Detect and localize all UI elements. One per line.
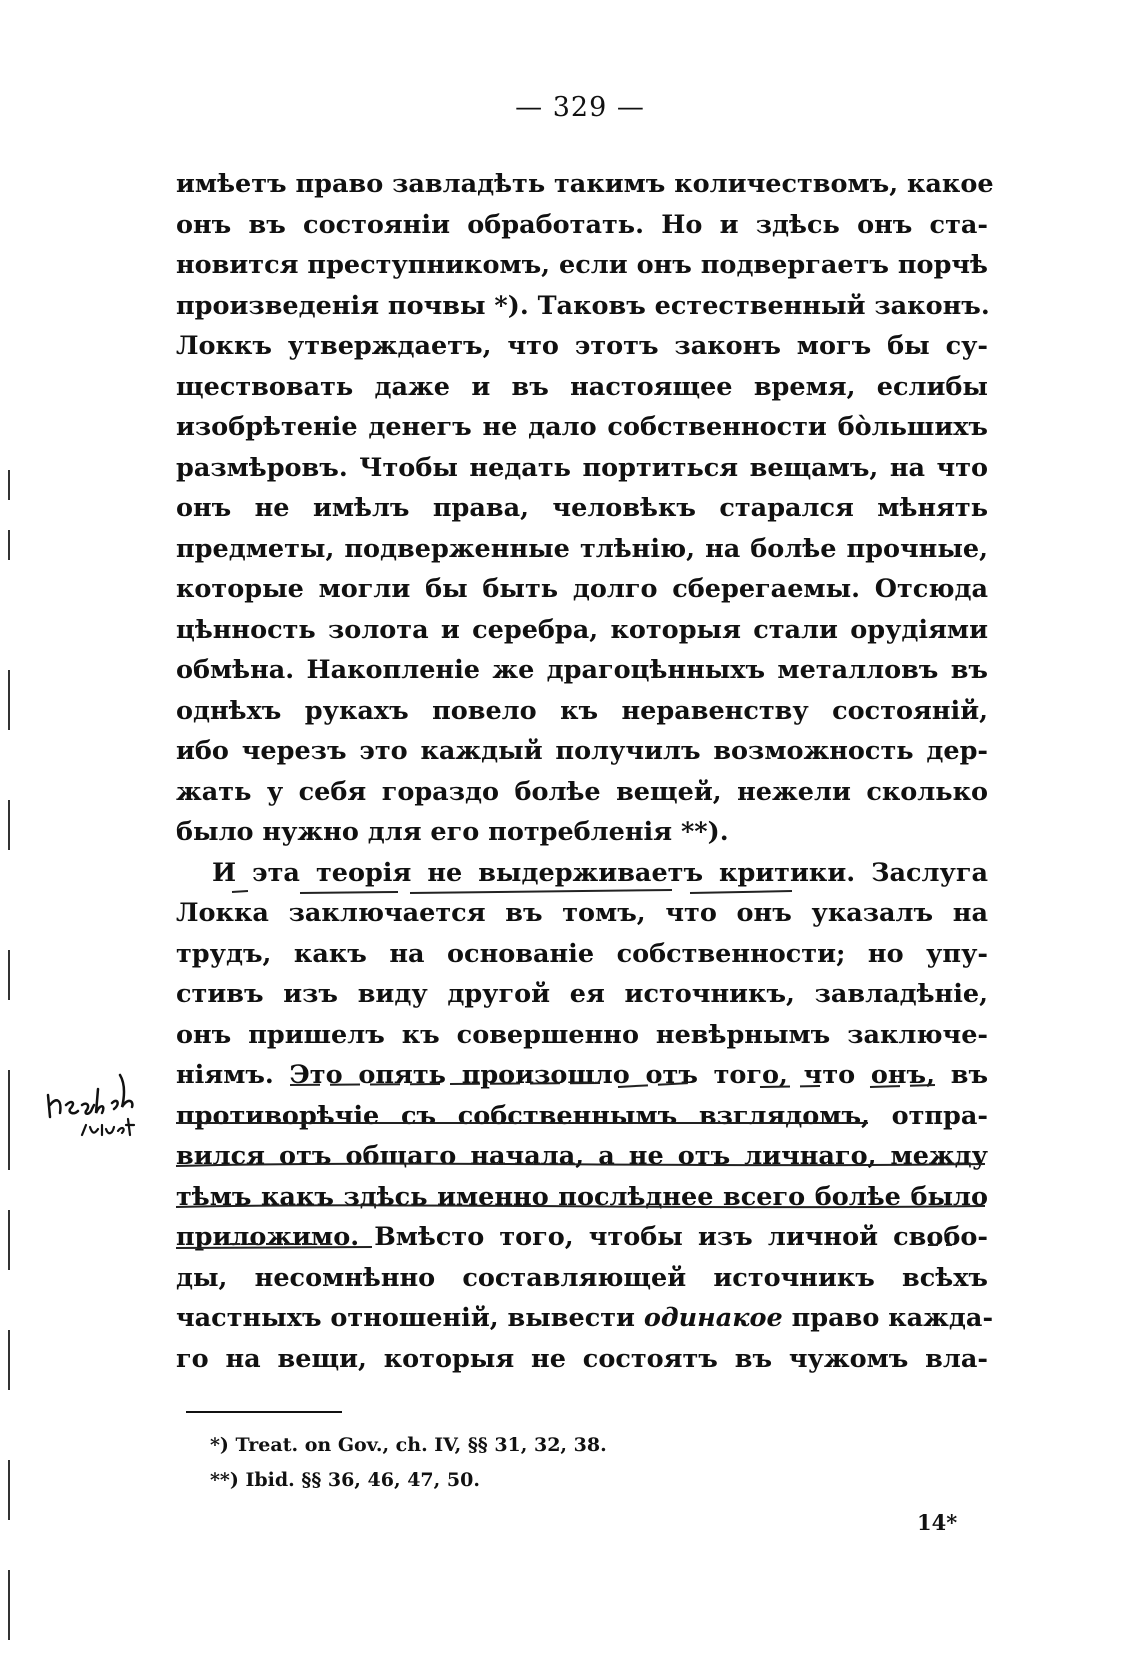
text-line: произведенія почвы *). Таковъ естественный законъ.: [176, 290, 990, 321]
text-line: ды, несомнѣнно составляющей источникъ всѣхъ: [176, 1262, 988, 1293]
text-line: изобрѣтеніе денегъ не дало собственности бо̀льшихъ: [176, 412, 988, 442]
text-line: новится преступникомъ, если онъ подвергаетъ порчѣ: [176, 250, 988, 280]
text-line: Локка заключается въ томъ, что онъ указалъ на: [176, 898, 988, 928]
text-segment: право кажда-: [782, 1303, 994, 1333]
text-line: ніямъ. Это опять произошло отъ того, что онъ, въ: [176, 1060, 988, 1090]
page-number: — 329 —: [515, 92, 645, 123]
text-line: И эта теорія не выдерживаетъ критики. Заслуга: [212, 857, 988, 888]
text-line: имѣетъ право завладѣть такимъ количествомъ, какое: [176, 169, 994, 199]
text-line: было нужно для его потребленія **).: [176, 817, 729, 847]
text-line: [176, 1298, 994, 1339]
text-line: противорѣчіе съ собственнымъ взглядомъ, отпра-: [176, 1100, 988, 1131]
text-line: обмѣна. Накопленіе же драгоцѣнныхъ металловъ въ: [176, 655, 988, 685]
footnote: *) Treat. on Gov., ch. IV, §§ 31, 32, 38.: [210, 1434, 607, 1456]
text-line: тѣмъ какъ здѣсь именно послѣднее всего болѣе было: [176, 1181, 988, 1212]
footnotes: [210, 1428, 607, 1498]
text-line: вился отъ общаго начала, а не отъ личнаго, между: [176, 1141, 988, 1171]
text-line: го на вещи, которыя не состоятъ въ чужомъ вла-: [176, 1343, 988, 1374]
text-line: цѣнность золота и серебра, которыя стали орудіями: [176, 614, 988, 645]
text-line: однѣхъ рукахъ повело къ неравенству состояній,: [176, 695, 988, 726]
text-line: онъ не имѣлъ права, человѣкъ старался мѣнять: [176, 493, 988, 523]
text-line: Локкъ утверждаетъ, что этотъ законъ могъ бы су-: [176, 331, 988, 361]
text-line: жать у себя гораздо болѣе вещей, нежели сколько: [176, 776, 988, 807]
text-line: трудъ, какъ на основаніе собственности; но упу-: [176, 938, 988, 969]
text-line: стивъ изъ виду другой ея источникъ, завладѣніе,: [176, 979, 988, 1009]
footnote-rule: [186, 1411, 342, 1413]
body-text: [176, 164, 994, 1379]
text-line: ществовать даже и въ настоящее время, еслибы: [176, 371, 988, 402]
text-segment: частныхъ отношеній, вывести: [176, 1303, 644, 1333]
footnote: **) Ibid. §§ 36, 46, 47, 50.: [210, 1469, 480, 1491]
signature-mark: 14*: [917, 1510, 958, 1535]
text-line: размѣровъ. Чтобы недать портиться вещамъ, на что: [176, 452, 988, 483]
handwritten-margin-note: [42, 1055, 172, 1150]
text-line: приложимо. Вмѣсто того, чтобы изъ личной свобо-: [176, 1222, 988, 1252]
text-line: ибо черезъ это каждый получилъ возможность дер-: [176, 736, 988, 766]
text-line: онъ въ состояніи обработать. Но и здѣсь онъ ста-: [176, 209, 988, 240]
italic-word: одинакое: [643, 1303, 783, 1333]
text-line: предметы, подверженные тлѣнію, на болѣе прочные,: [176, 533, 988, 564]
scan-edge-marks: [6, 470, 12, 1650]
text-line: онъ пришелъ къ совершенно невѣрнымъ заключе-: [176, 1019, 988, 1050]
text-line: которые могли бы быть долго сберегаемы. Отсюда: [176, 574, 988, 604]
